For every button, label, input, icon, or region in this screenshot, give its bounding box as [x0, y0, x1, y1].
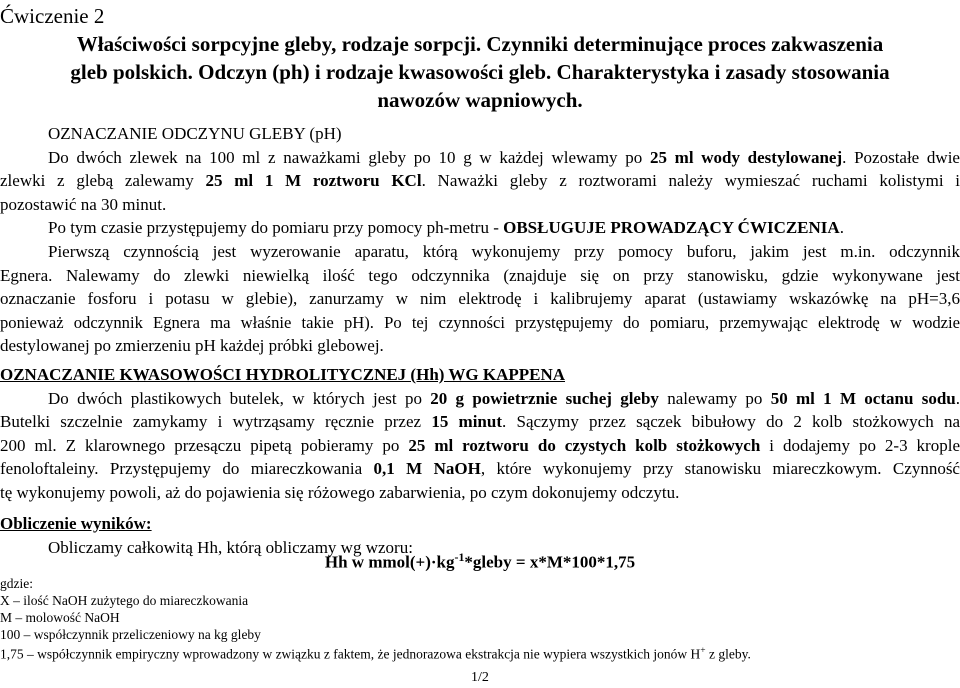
text-span: z gleby.	[705, 646, 751, 662]
paragraph-line: ponieważ odczynnik Egnera ma właśnie takie pH). Po tej czynności przystępujemy do pomiaru, przemywając elektrodę w wodzie	[0, 312, 960, 332]
text-span: Do dwóch zlewek na 100 ml z naważkami gleby po 10 g w każdej wlewamy po	[48, 147, 650, 167]
bold-span: 0,1 M NaOH	[373, 459, 481, 479]
title-line-1: Właściwości sorpcyjne gleby, rodzaje sorpcji. Czynniki determinujące proces zakwaszenia	[76, 32, 884, 56]
formula-text: *gleby = x*M*100*1,75	[464, 552, 636, 572]
document-title	[0, 30, 960, 114]
paragraph-line: pozostawić na 30 minut.	[0, 194, 167, 214]
paragraph-line	[0, 457, 960, 481]
text-span: Po tym czasie przystępujemy do pomiaru przy pomocy ph-metru -	[48, 218, 504, 238]
bold-span: 25 ml wody destylowanej	[649, 147, 843, 167]
definitions-where: gdzie:	[0, 576, 33, 591]
definition-item: M – molowość NaOH	[0, 610, 120, 625]
bold-span: 15 minut	[431, 412, 503, 432]
paragraph-line: destylowanej po zmierzeniu pH każdej próbki glebowej.	[0, 336, 384, 356]
bold-span: 25 ml 1 M roztworu KCl	[205, 171, 422, 191]
text-span: Butelki szczelnie zamykamy i wytrząsamy ręcznie przez	[0, 412, 432, 432]
text-span: , które wykonujemy przy stanowisku miareczkowym. Czynność	[480, 459, 960, 479]
title-line-2: gleb polskich. Odczyn (ph) i rodzaje kwasowości gleb. Charakterystyka i zasady stosowania	[70, 60, 890, 84]
text-span: i dodajemy po 2-3 krople	[760, 435, 960, 455]
definitions-list	[0, 575, 960, 663]
text-span: 200 ml. Z klarownego przesączu pipetą pobieramy po	[0, 435, 409, 455]
exercise-label: Ćwiczenie 2	[0, 4, 105, 28]
definition-item: X – ilość NaOH zużytego do miareczkowania	[0, 593, 249, 608]
paragraph-line	[0, 169, 960, 193]
paragraph-line	[0, 434, 960, 458]
bold-span: 20 g powietrznie suchej gleby	[430, 388, 659, 408]
text-span: nalewamy po	[658, 388, 771, 408]
paragraph-line: oznaczanie fosforu i potasu w glebie), zanurzamy w nim elektrodę i kalibrujemy aparat (ustawiamy wskazówkę na pH=3,6	[0, 289, 960, 309]
bold-span: 50 ml 1 M octanu sodu	[770, 388, 956, 408]
section-ph-heading: OZNACZANIE ODCZYNU GLEBY (pH)	[48, 124, 342, 143]
section-hh	[0, 363, 960, 505]
page-number: 1/2	[471, 670, 489, 685]
paragraph-line	[0, 146, 960, 170]
paragraph-line	[0, 216, 960, 240]
results-intro: Obliczamy całkowitą Hh, którą obliczamy wg wzoru:	[48, 537, 413, 557]
text-span: .	[955, 388, 960, 408]
results-heading: Obliczenie wyników:	[0, 514, 152, 533]
definition-item	[0, 643, 960, 663]
bold-span: 25 ml roztworu do czystych kolb stożkowych	[408, 435, 761, 455]
paragraph-line	[0, 410, 960, 434]
text-span: . Naważki gleby z roztworami należy wymieszać ruchami kolistymi i	[421, 171, 960, 191]
text-span: fenoloftaleiny. Przystępujemy do miareczkowania	[0, 459, 374, 479]
text-span: . Pozostałe dwie	[842, 147, 960, 167]
paragraph-line: tę wykonujemy powoli, aż do pojawienia się różowego zabarwienia, po czym dokonujemy odczytu.	[0, 482, 680, 502]
text-span: zlewki z glebą zalewamy	[0, 171, 206, 191]
section-ph	[0, 122, 960, 358]
paragraph-line	[0, 387, 960, 411]
formula	[0, 550, 960, 573]
title-line-3: nawozów wapniowych.	[377, 88, 583, 112]
bold-span: OBSŁUGUJE PROWADZĄCY ĆWICZENIA	[503, 218, 840, 238]
text-span: 1,75 – współczynnik empiryczny wprowadzony w związku z faktem, że jednorazowa ekstrakcja nie wypiera wszystkich jonów H	[0, 646, 701, 662]
superscript: +	[700, 646, 706, 656]
formula-text: Hh w mmol(+)·kg	[324, 552, 455, 572]
text-span: Do dwóch plastikowych butelek, w których jest po	[48, 388, 431, 408]
definition-item: 100 – współczynnik przeliczeniowy na kg gleby	[0, 627, 261, 642]
paragraph-line: Pierwszą czynnością jest wyzerowanie aparatu, którą wykonujemy przy pomocy buforu, jakim jest m.in. odczynnik	[48, 241, 960, 261]
paragraph-line: Egnera. Nalewamy do zlewki niewielką ilość tego odczynnika (znajduje się on przy stanowisku, gdzie wykonywane jest	[0, 265, 960, 285]
formula-superscript: -1	[454, 550, 465, 564]
section-hh-heading: OZNACZANIE KWASOWOŚCI HYDROLITYCZNEJ (Hh) WG KAPPENA	[0, 365, 566, 384]
text-span: .	[839, 218, 844, 238]
text-span: . Sączymy przez sączek bibułowy do 2 kolb stożkowych na	[502, 412, 960, 432]
